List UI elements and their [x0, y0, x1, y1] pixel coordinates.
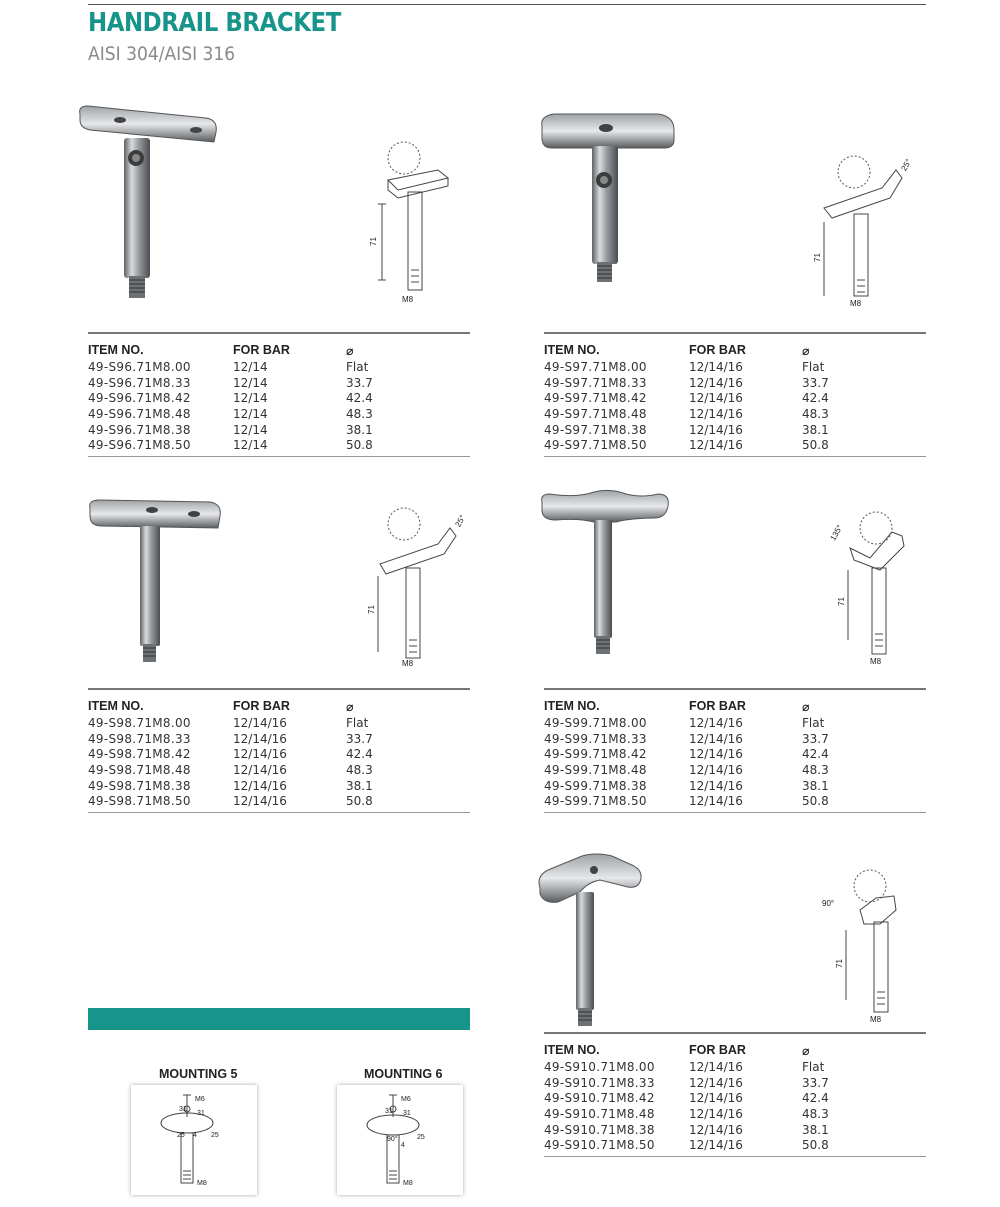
cell-for-bar: 12/14/16: [233, 716, 287, 730]
cell-for-bar: 12/14/16: [233, 778, 287, 793]
cell-item-no: 49-S98.71M8.50: [88, 794, 191, 809]
cell-item-no: 49-S96.71M8.33: [88, 375, 191, 390]
cell-for-bar: 12/14/16: [689, 375, 743, 390]
header-for-bar: FOR BAR: [689, 343, 746, 357]
header-item-no: ITEM NO.: [88, 699, 144, 713]
thread-label: M8: [403, 1180, 413, 1187]
table-body: [544, 1060, 926, 1156]
angle-label: 135°: [828, 523, 845, 543]
technical-drawing: [814, 860, 926, 1028]
cell-diameter: 50.8: [802, 438, 829, 453]
cell-for-bar: 12/14: [233, 391, 268, 406]
cell-diameter: 50.8: [346, 794, 373, 809]
thread-label: M8: [870, 1015, 882, 1024]
cell-diameter: 50.8: [802, 1138, 829, 1153]
cell-for-bar: 12/14/16: [689, 360, 743, 374]
thread-label: M8: [870, 657, 882, 666]
table-row: [88, 732, 470, 748]
table-row: [544, 763, 926, 779]
header-diameter: ⌀: [346, 344, 354, 358]
cell-for-bar: 12/14/16: [233, 747, 287, 762]
page-title: HANDRAIL BRACKET: [88, 8, 341, 38]
header-diameter: ⌀: [802, 344, 810, 358]
table-row: [544, 360, 926, 376]
table-row: [544, 407, 926, 423]
cell-for-bar: 12/14/16: [689, 763, 743, 778]
cell-diameter: Flat: [346, 716, 369, 730]
cell-diameter: 42.4: [346, 747, 373, 762]
cell-diameter: 38.1: [346, 778, 373, 793]
cell-diameter: 48.3: [802, 763, 829, 778]
cell-item-no: 49-S98.71M8.00: [88, 716, 191, 730]
dim-label: 25: [417, 1134, 425, 1141]
cell-item-no: 49-S910.71M8.48: [544, 1107, 655, 1122]
thread-label: M8: [850, 299, 862, 308]
page-subtitle: AISI 304/AISI 316: [88, 43, 236, 65]
table-row: [88, 360, 470, 376]
product-table: [88, 332, 470, 457]
cell-diameter: 38.1: [346, 422, 373, 437]
cell-diameter: 42.4: [346, 391, 373, 406]
height-label: 71: [835, 959, 844, 968]
table-header: [88, 334, 470, 360]
product-photo: [88, 492, 228, 667]
table-row: [88, 779, 470, 795]
table-row: [544, 438, 926, 454]
table-row: [88, 438, 470, 454]
header-for-bar: FOR BAR: [689, 699, 746, 713]
cell-for-bar: 12/14/16: [689, 407, 743, 422]
cell-diameter: 38.1: [802, 422, 829, 437]
technical-drawing: [806, 150, 926, 310]
cell-item-no: 49-S97.71M8.00: [544, 360, 647, 374]
cell-item-no: 49-S96.71M8.00: [88, 360, 191, 374]
table-row: [544, 423, 926, 439]
cell-diameter: 48.3: [802, 1107, 829, 1122]
table-header: [544, 334, 926, 360]
cell-item-no: 49-S96.71M8.50: [88, 438, 191, 453]
header-diameter: ⌀: [802, 1044, 810, 1058]
table-header: [544, 690, 926, 716]
technical-drawing: [810, 502, 926, 672]
table-bottom-rule: [544, 1156, 926, 1157]
table-body: [544, 360, 926, 456]
cell-item-no: 49-S910.71M8.38: [544, 1122, 655, 1137]
dim-label: 31: [403, 1110, 411, 1117]
cell-item-no: 49-S910.71M8.50: [544, 1138, 655, 1153]
header-item-no: ITEM NO.: [544, 699, 600, 713]
height-label: 71: [813, 253, 822, 262]
table-row: [544, 716, 926, 732]
cell-diameter: Flat: [802, 360, 825, 374]
table-row: [544, 391, 926, 407]
thread-label: M8: [197, 1180, 207, 1187]
cell-for-bar: 12/14/16: [689, 438, 743, 453]
dim-label: 4: [401, 1142, 405, 1149]
cell-diameter: 48.3: [802, 407, 829, 422]
product-photo: [538, 488, 678, 663]
cell-diameter: 48.3: [346, 763, 373, 778]
cell-item-no: 49-S99.71M8.33: [544, 731, 647, 746]
cell-for-bar: 12/14/16: [233, 794, 287, 809]
table-row: [88, 391, 470, 407]
cell-for-bar: 12/14/16: [689, 1060, 743, 1074]
cell-for-bar: 12/14: [233, 375, 268, 390]
angle-label: 25°: [899, 157, 914, 173]
header-item-no: ITEM NO.: [544, 343, 600, 357]
cell-diameter: 33.7: [802, 731, 829, 746]
cell-for-bar: 12/14/16: [689, 1122, 743, 1137]
product-photo: [540, 108, 690, 288]
cell-item-no: 49-S97.71M8.38: [544, 422, 647, 437]
product-photo: [78, 100, 228, 310]
cell-diameter: 38.1: [802, 778, 829, 793]
table-body: [544, 716, 926, 812]
top-rule: [88, 4, 926, 5]
product-photo: [536, 852, 656, 1032]
product-table: [88, 688, 470, 813]
table-row: [88, 423, 470, 439]
table-row: [88, 763, 470, 779]
angle-label: 25°: [453, 513, 468, 529]
cell-for-bar: 12/14/16: [689, 1107, 743, 1122]
cell-item-no: 49-S98.71M8.33: [88, 731, 191, 746]
cell-item-no: 49-S97.71M8.50: [544, 438, 647, 453]
cell-diameter: Flat: [802, 716, 825, 730]
cell-diameter: 33.7: [802, 375, 829, 390]
cell-item-no: 49-S97.71M8.42: [544, 391, 647, 406]
table-body: [88, 360, 470, 456]
product-table: [544, 688, 926, 813]
header-for-bar: FOR BAR: [233, 343, 290, 357]
cell-item-no: 49-S97.71M8.48: [544, 407, 647, 422]
mounting-5-drawing: [131, 1085, 257, 1195]
cell-item-no: 49-S99.71M8.38: [544, 778, 647, 793]
table-row: [544, 1107, 926, 1123]
cell-for-bar: 12/14/16: [233, 731, 287, 746]
cell-item-no: 49-S98.71M8.42: [88, 747, 191, 762]
table-row: [544, 732, 926, 748]
table-bottom-rule: [544, 456, 926, 457]
header-for-bar: FOR BAR: [233, 699, 290, 713]
dim-label: 31: [179, 1106, 187, 1113]
table-header: [88, 690, 470, 716]
cell-diameter: 33.7: [346, 375, 373, 390]
table-row: [88, 716, 470, 732]
cell-for-bar: 12/14/16: [689, 1138, 743, 1153]
dim-label: 31: [385, 1108, 393, 1115]
cell-item-no: 49-S96.71M8.42: [88, 391, 191, 406]
mounting-6-label: MOUNTING 6: [364, 1067, 443, 1081]
cell-for-bar: 12/14/16: [689, 391, 743, 406]
table-row: [544, 747, 926, 763]
cell-diameter: 33.7: [802, 1075, 829, 1090]
table-bottom-rule: [544, 812, 926, 813]
mounting-5-box: [131, 1085, 257, 1195]
header-item-no: ITEM NO.: [544, 1043, 600, 1057]
height-label: 71: [369, 237, 378, 246]
dim-label: 25: [211, 1132, 219, 1139]
table-body: [88, 716, 470, 812]
table-row: [544, 1138, 926, 1154]
dim-label: 4: [193, 1132, 197, 1139]
cell-for-bar: 12/14/16: [689, 778, 743, 793]
header-for-bar: FOR BAR: [689, 1043, 746, 1057]
cell-for-bar: 12/14: [233, 360, 268, 374]
cell-item-no: 49-S99.71M8.00: [544, 716, 647, 730]
accent-bar: [88, 1008, 470, 1030]
cell-item-no: 49-S99.71M8.50: [544, 794, 647, 809]
table-row: [544, 1076, 926, 1092]
cell-for-bar: 12/14: [233, 438, 268, 453]
cell-item-no: 49-S910.71M8.33: [544, 1075, 655, 1090]
cell-for-bar: 12/14: [233, 422, 268, 437]
cell-diameter: 38.1: [802, 1122, 829, 1137]
cell-diameter: 48.3: [346, 407, 373, 422]
cell-item-no: 49-S98.71M8.38: [88, 778, 191, 793]
table-row: [544, 376, 926, 392]
cell-for-bar: 12/14: [233, 407, 268, 422]
table-row: [544, 779, 926, 795]
header-item-no: ITEM NO.: [88, 343, 144, 357]
height-label: 71: [837, 597, 846, 606]
cell-item-no: 49-S910.71M8.00: [544, 1060, 655, 1074]
thread-label: M8: [402, 295, 414, 304]
dim-label: 31: [197, 1110, 205, 1117]
cell-for-bar: 12/14/16: [689, 1075, 743, 1090]
cell-item-no: 49-S99.71M8.48: [544, 763, 647, 778]
mounting-6-box: [337, 1085, 463, 1195]
table-row: [88, 407, 470, 423]
height-label: 71: [367, 605, 376, 614]
cell-for-bar: 12/14/16: [689, 422, 743, 437]
cell-item-no: 49-S96.71M8.38: [88, 422, 191, 437]
cell-for-bar: 12/14/16: [689, 716, 743, 730]
technical-drawing: [358, 502, 468, 672]
header-diameter: ⌀: [346, 700, 354, 714]
dim-label: 90°: [387, 1136, 398, 1143]
product-table: [544, 332, 926, 457]
cell-diameter: 42.4: [802, 391, 829, 406]
cell-item-no: 49-S97.71M8.33: [544, 375, 647, 390]
cell-for-bar: 12/14/16: [689, 1091, 743, 1106]
table-header: [544, 1034, 926, 1060]
cell-item-no: 49-S910.71M8.42: [544, 1091, 655, 1106]
cell-diameter: 42.4: [802, 1091, 829, 1106]
cell-item-no: 49-S99.71M8.42: [544, 747, 647, 762]
cell-diameter: Flat: [802, 1060, 825, 1074]
table-row: [544, 1091, 926, 1107]
table-bottom-rule: [88, 456, 470, 457]
cell-for-bar: 12/14/16: [689, 747, 743, 762]
mounting-5-label: MOUNTING 5: [159, 1067, 238, 1081]
cell-diameter: 50.8: [802, 794, 829, 809]
header-diameter: ⌀: [802, 700, 810, 714]
dim-label: 25: [177, 1132, 185, 1139]
cell-item-no: 49-S96.71M8.48: [88, 407, 191, 422]
screw-label: M6: [401, 1096, 411, 1103]
cell-diameter: 50.8: [346, 438, 373, 453]
cell-diameter: 33.7: [346, 731, 373, 746]
table-row: [544, 1060, 926, 1076]
technical-drawing: [358, 130, 468, 310]
screw-label: M6: [195, 1096, 205, 1103]
mounting-6-drawing: [337, 1085, 463, 1195]
cell-for-bar: 12/14/16: [233, 763, 287, 778]
table-row: [544, 794, 926, 810]
product-table: [544, 1032, 926, 1157]
cell-for-bar: 12/14/16: [689, 794, 743, 809]
table-row: [88, 747, 470, 763]
table-row: [544, 1123, 926, 1139]
table-row: [88, 794, 470, 810]
cell-for-bar: 12/14/16: [689, 731, 743, 746]
thread-label: M8: [402, 659, 414, 668]
table-row: [88, 376, 470, 392]
cell-diameter: Flat: [346, 360, 369, 374]
angle-label: 90°: [822, 899, 835, 908]
cell-diameter: 42.4: [802, 747, 829, 762]
table-bottom-rule: [88, 812, 470, 813]
cell-item-no: 49-S98.71M8.48: [88, 763, 191, 778]
